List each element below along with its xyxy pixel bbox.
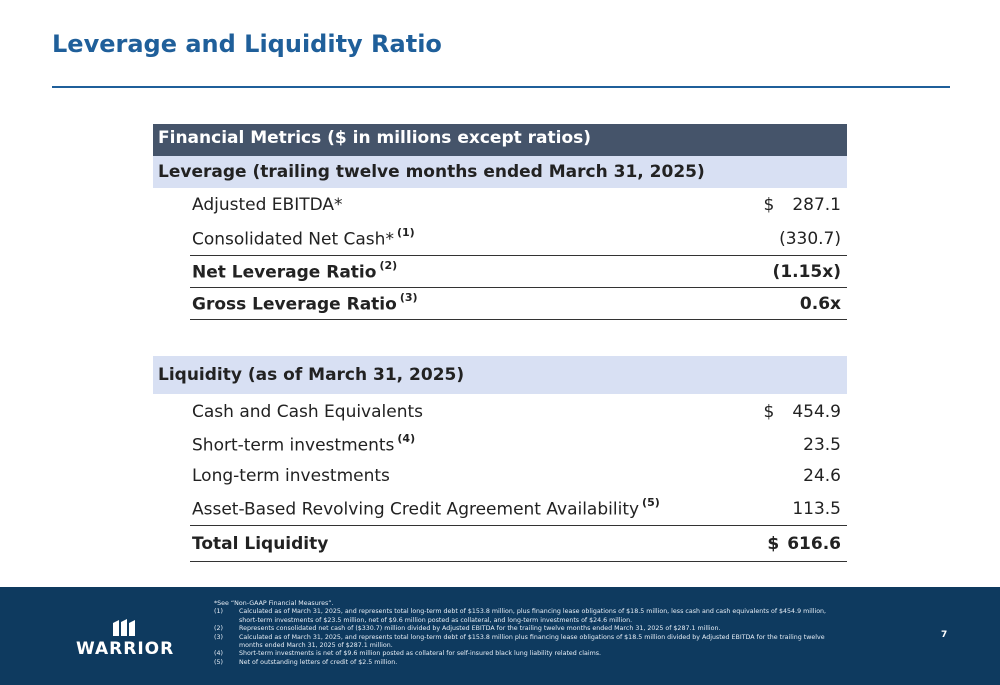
table-row [190,222,847,256]
table-row [190,460,847,492]
logo-wordmark: WARRIOR [76,639,175,659]
liquidity-section-header: Liquidity (as of March 31, 2025) [153,356,847,394]
row-value: 24.6 [803,466,841,486]
row-value: (330.7) [779,228,841,249]
table-row [190,256,847,288]
row-value: 113.5 [792,498,841,519]
row-label: Net Leverage Ratio [192,262,377,283]
footnote-ref: (2) [379,258,398,272]
footnote: (5) Net of outstanding letters of credit of $2.5 million. [214,658,398,666]
leverage-section-header: Leverage (trailing twelve months ended March 31, 2025) [153,156,847,188]
dollar-sign: $ [767,533,780,554]
page-title: Leverage and Liquidity Ratio [52,30,442,58]
footnotes [214,600,834,667]
non-gaap-note: *See “Non-GAAP Financial Measures”. [214,600,334,607]
table-row [190,394,847,430]
table-row [190,188,847,222]
page-number: 7 [941,630,948,640]
footnote-ref: (5) [642,495,660,509]
row-label: Adjusted EBITDA* [192,195,343,215]
row-label: Short-term investments [192,435,395,456]
row-value: 0.6x [799,293,841,314]
row-value: 454.9 [792,402,841,422]
footnote-ref: (4) [397,432,416,446]
table-row [190,492,847,526]
row-label: Long-term investments [192,466,390,486]
table-row [190,288,847,320]
footnote: (2) Represents consolidated net cash of ($330.7) million divided by Adjusted EBITDA for the trailing twelve months ended March 31, 2025 of $287.1 million. [214,625,721,633]
title-divider [52,86,950,88]
table-header: Financial Metrics ($ in millions except ratios) [153,124,847,156]
footnote: (4) Short-term investments is net of $9.6 million posted as collateral for self-insured black lung liability related claims. [214,650,602,658]
footnote-ref: (3) [399,290,418,304]
row-value: 287.1 [792,195,841,215]
row-value: 616.6 [787,533,841,554]
dollar-sign: $ [763,195,775,215]
financial-metrics-table [153,124,847,562]
footer-band [0,587,1000,685]
dollar-sign: $ [763,402,775,422]
footnote: (1) Calculated as of March 31, 2025, and represents total long-term debt of $153.8 million, plus financing lease obligations of $18.5 million, less cash and cash equivalents of $454.9 million, short-term investments of $23.5 million, net of $9.6 million posted as collateral, and long-term investments of $24.6 million. [214,608,827,624]
row-label: Consolidated Net Cash* [192,229,394,250]
footnote: (3) Calculated as of March 31, 2025, and represents total long-term debt of $153.8 million plus financing lease obligations of $18.5 million divided by Adjusted EBITDA for the trailing twelve months ended March 31, 2025 of $287.1 million. [214,633,825,650]
warrior-logo [76,619,174,659]
row-value: 23.5 [803,435,841,455]
row-label: Gross Leverage Ratio [192,294,397,315]
table-row [190,430,847,460]
table-row-total [190,526,847,562]
footnote-ref: (1) [396,225,415,239]
row-label: Total Liquidity [192,533,329,554]
warrior-logo-icon [111,619,139,637]
row-value: (1.15x) [772,261,841,282]
row-label: Cash and Cash Equivalents [192,402,424,422]
row-label: Asset-Based Revolving Credit Agreement Availability [192,499,640,520]
